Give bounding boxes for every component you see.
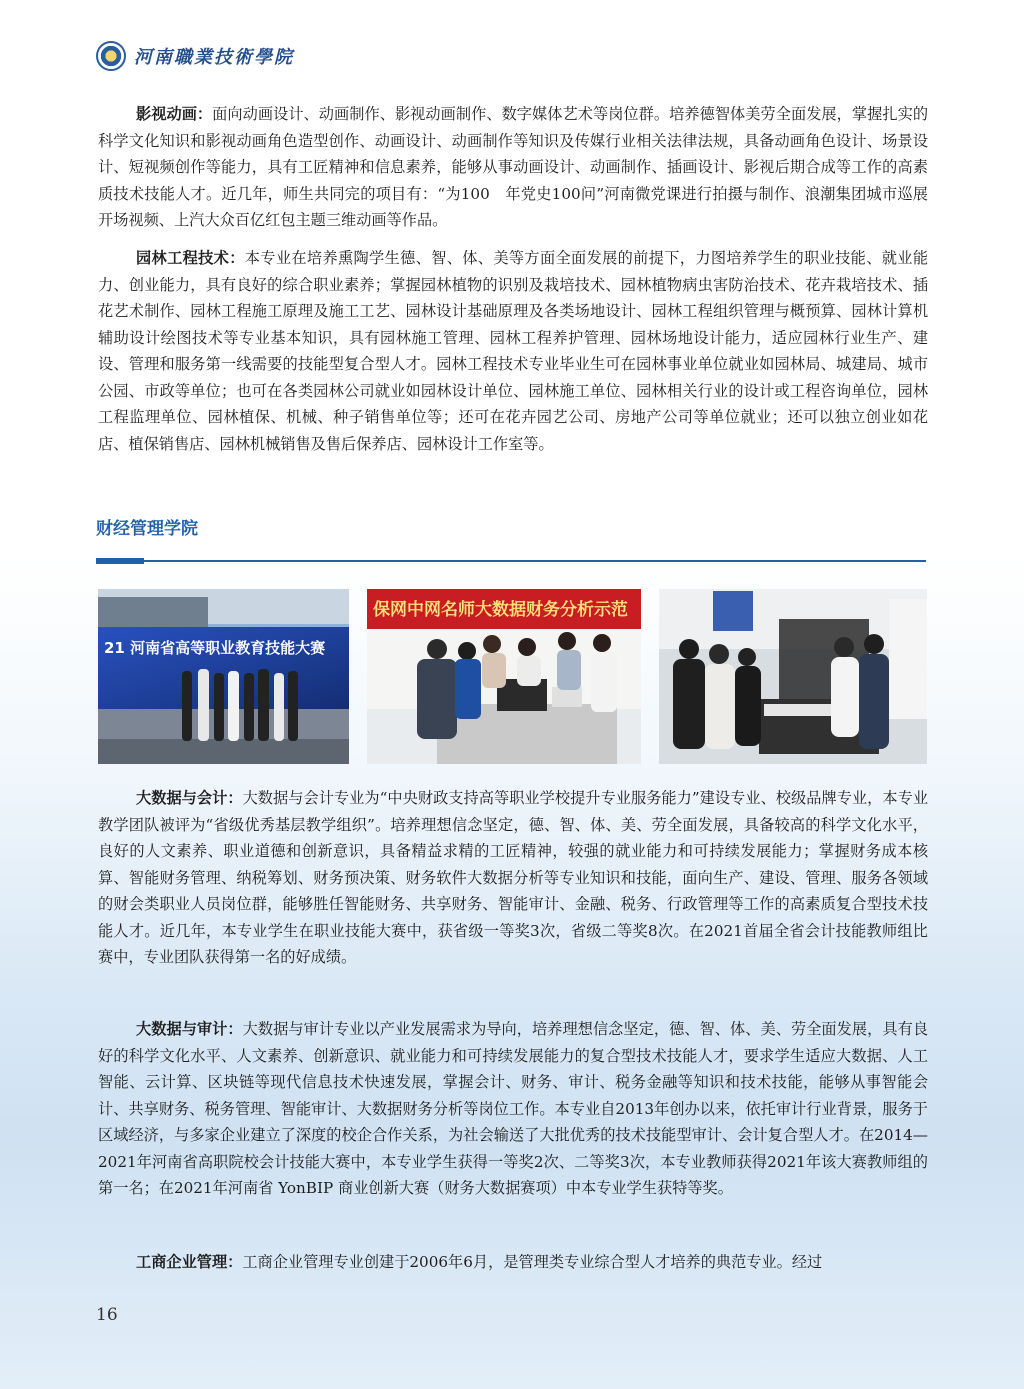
section-divider: [96, 560, 926, 562]
paragraph-animation: [98, 101, 928, 234]
photo-equipment-room: [659, 589, 927, 764]
section-title: 财经管理学院: [96, 519, 198, 539]
paragraph-text: 工商企业管理专业创建于2006年6月，是管理类专业综合型人才培养的典范专业。经过: [242, 1253, 823, 1271]
paragraph-label: 影视动画：: [136, 105, 213, 123]
paragraph-text: 本专业在培养熏陶学生德、智、体、美等方面全面发展的前提下，力图培养学生的职业技能、就业能力、创业能力，具有良好的综合职业素养；掌握园林植物的识别及栽培技术、园林植物病虫害防治技术、花卉栽培技术、插花艺术制作、园林工程施工原理及施工工艺、园林设计基础原理及各类场地设计、园林工程组织管理与概预算、园林计算机辅助设计绘图技术等专业基本知识，具有园林施工管理、园林工程养护管理、园林场地设计能力，适应园林行业生产、建设、管理和服务第一线需要的技能型复合型人才。园林工程技术专业毕业生可在园林事业单位就业如园林局、城建局、城市公园、市政等单位；也可在各类园林公司就业如园林设计单位、园林施工单位、园林相关行业的设计或工程咨询单位，园林工程监理单位、园林植保、机械、种子销售单位等；还可在花卉园艺公司、房地产公司等单位就业；还可以独立创业如花店、植保销售店、园林机械销售及售后保养店、园林设计工作室等。: [98, 249, 929, 453]
school-name: 河南職業技術學院: [134, 47, 294, 68]
paragraph-text: 面向动画设计、动画制作、影视动画制作、数字媒体艺术等岗位群。培养德智体美劳全面发展，掌握扎实的科学文化知识和影视动画角色造型创作、动画设计、动画制作等知识及传媒行业相关法律法规，具备动画角色设计、场景设计、短视频创作等能力，具有工匠精神和信息素养，能够从事动画设计、动画制作、插画设计、影视后期合成等工作的高素质技术技能人才。近几年，师生共同完的项目有：“为100 年党史100问”河南微党课进行拍摄与制作、浪潮集团城市巡展开场视频、上汽大众百亿红包主题三维动画等作品。: [98, 105, 929, 229]
paragraph-label: 园林工程技术：: [136, 249, 245, 267]
paragraph-bigdata-accounting: [98, 785, 928, 971]
paragraph-business-management: [98, 1249, 928, 1276]
photo-training-lab: [367, 589, 641, 764]
photo-competition: [98, 589, 349, 764]
section-divider-accent: [96, 558, 144, 564]
paragraph-landscape: [98, 245, 928, 457]
paragraph-label: 大数据与会计：: [136, 789, 243, 807]
page-number: 16: [96, 1305, 118, 1325]
page-header: [96, 38, 294, 74]
paragraph-text: 大数据与会计专业为“中央财政支持高等职业学校提升专业服务能力”建设专业、校级品牌专业，本专业教学团队被评为“省级优秀基层教学组织”。培养理想信念坚定，德、智、体、美、劳全面发展，具备较高的科学文化水平，良好的人文素养、职业道德和创新意识，具备精益求精的工匠精神，较强的就业能力和可持续发展能力；掌握财务成本核算、智能财务管理、纳税筹划、财务预决策、财务软件大数据分析等专业知识和技能，面向生产、建设、管理、服务各领域的财会类职业人员岗位群，能够胜任智能财务、共享财务、智能审计、金融、税务、行政管理等工作的高素质复合型技术技能人才。近几年，本专业学生在职业技能大赛中，获省级一等奖3次，省级二等奖8次。在2021首届全省会计技能教师组比赛中，专业团队获得第一名的好成绩。: [98, 789, 929, 966]
paragraph-label: 大数据与审计：: [136, 1020, 243, 1038]
paragraph-bigdata-audit: [98, 1016, 928, 1202]
paragraph-text: 大数据与审计专业以产业发展需求为导向，培养理想信念坚定，德、智、体、美、劳全面发展，具有良好的科学文化水平、人文素养、创新意识、就业能力和可持续发展能力的复合型技术技能人才，要求学生适应大数据、人工智能、云计算、区块链等现代信息技术快速发展，掌握会计、财务、审计、税务金融等知识和技术技能，能够从事智能会计、共享财务、税务管理、智能审计、大数据财务分析等岗位工作。本专业自2013年创办以来，依托审计行业背景，服务于区域经济，与多家企业建立了深度的校企合作关系，为社会输送了大批优秀的技术技能型审计、会计复合型人才。在2014—2021年河南省高职院校会计技能大赛中，本专业学生获得一等奖2次、二等奖3次，本专业教师获得2021年该大赛教师组的第一名；在2021年河南省 YonBIP 商业创新大赛（财务大数据赛项）中本专业学生获特等奖。: [98, 1020, 929, 1197]
paragraph-label: 工商企业管理：: [136, 1253, 243, 1271]
photo2-banner: 保网中网名师大数据财务分析示范: [373, 600, 628, 620]
photo1-banner: 21 河南省高等职业教育技能大赛: [104, 639, 326, 657]
school-logo-icon: [96, 41, 126, 71]
